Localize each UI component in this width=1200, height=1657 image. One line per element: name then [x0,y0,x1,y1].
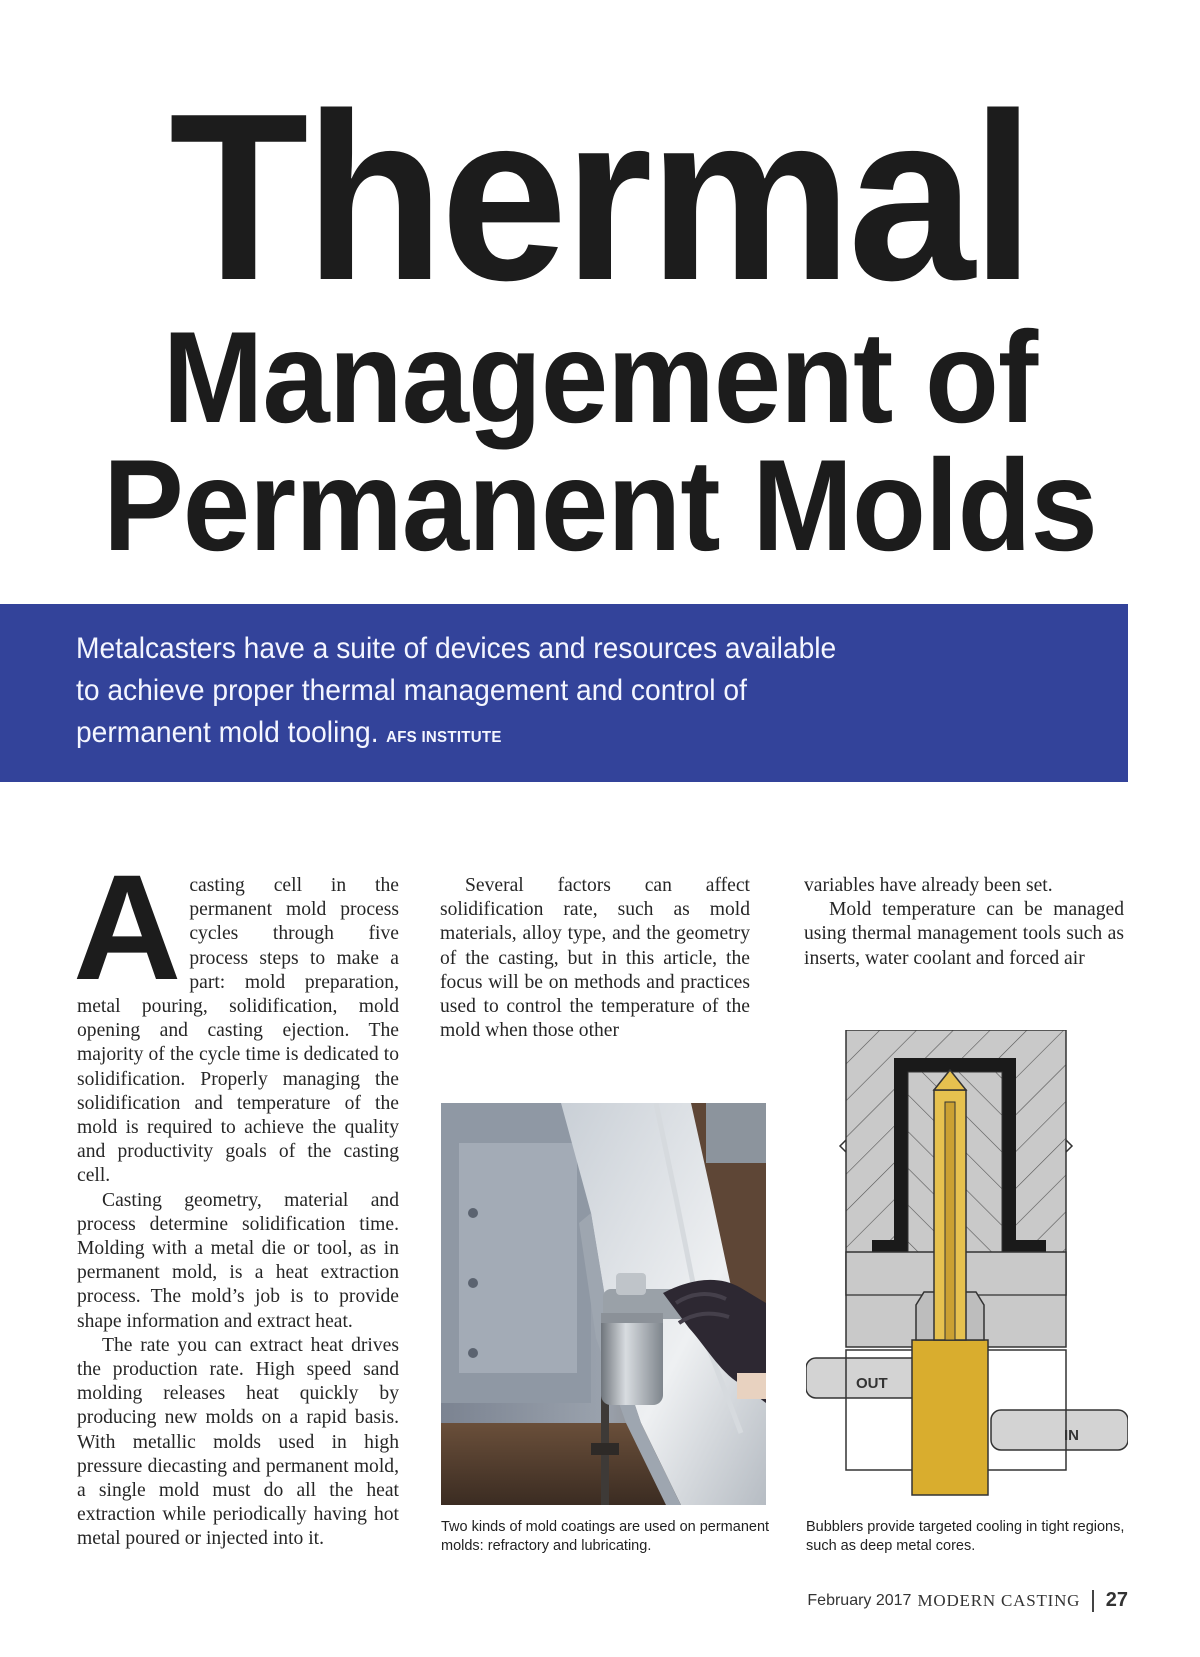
footer-divider [1092,1590,1094,1612]
in-label: IN [1064,1427,1079,1444]
drop-cap: A [73,843,182,1011]
body-paragraph: Casting geometry, material and process determine solidification time. Molding with a metal die or tool, as in permanent mold, is a heat extraction process. The mold’s job is to provide shape information and extract heat. [77,1189,399,1332]
title-line-2: Management of [162,304,1038,450]
body-paragraph: variables have already been set. [804,875,1053,896]
body-column-2 [440,874,750,1043]
issue-date: February 2017 [807,1591,912,1609]
deck-text-block [76,628,856,759]
page-footer [807,1589,1128,1612]
title-line-1: Thermal [169,65,1031,330]
out-label: OUT [856,1375,888,1392]
title-line-3: Permanent Molds [103,432,1097,578]
mold-coating-photo [441,1103,766,1505]
bubbler-diagram [806,1030,1128,1505]
body-column-1 [73,843,399,1552]
body-paragraph: The rate you can extract heat drives the production rate. High speed sand molding releases heat quickly by producing new molds on a rapid basis. With metallic molds used in high pressure diecasting and permanent mold, a single mold must do all the heat extraction while periodically having hot metal poured or injected into it. [77,1334,399,1550]
diagram-caption: Bubblers provide targeted cooling in tight regions, such as deep metal cores. [806,1519,1125,1554]
deck-text: Metalcasters have a suite of devices and resources available to achieve proper thermal management and control of permanent mold tooling. [76,632,837,749]
magazine-name: MODERN CASTING [917,1590,1081,1610]
body-paragraph: casting cell in the permanent mold process cycles through five process steps to make a part: mold preparation, metal pouring, solidification, mold opening and casting ejection. The majority of the cycle time is dedicated to solidification. Properly managing the solidification and temperature of the mold is required to achieve the quality and productivity goals of the casting cell. [77,875,399,1187]
body-column-3 [804,874,1124,971]
photo-caption: Two kinds of mold coatings are used on permanent molds: refractory and lubricating. [441,1519,770,1554]
deck-banner [0,604,1128,782]
byline: AFS INSTITUTE [386,729,502,746]
body-paragraph: Several factors can affect solidification rate, such as mold materials, alloy type, and the geometry of the casting, but in this article, the focus will be on methods and practices used to control the temperature of the mold when those other [440,875,750,1042]
body-paragraph: Mold temperature can be managed using thermal management tools such as inserts, water coolant and forced air [804,899,1124,969]
page-number: 27 [1105,1589,1128,1611]
